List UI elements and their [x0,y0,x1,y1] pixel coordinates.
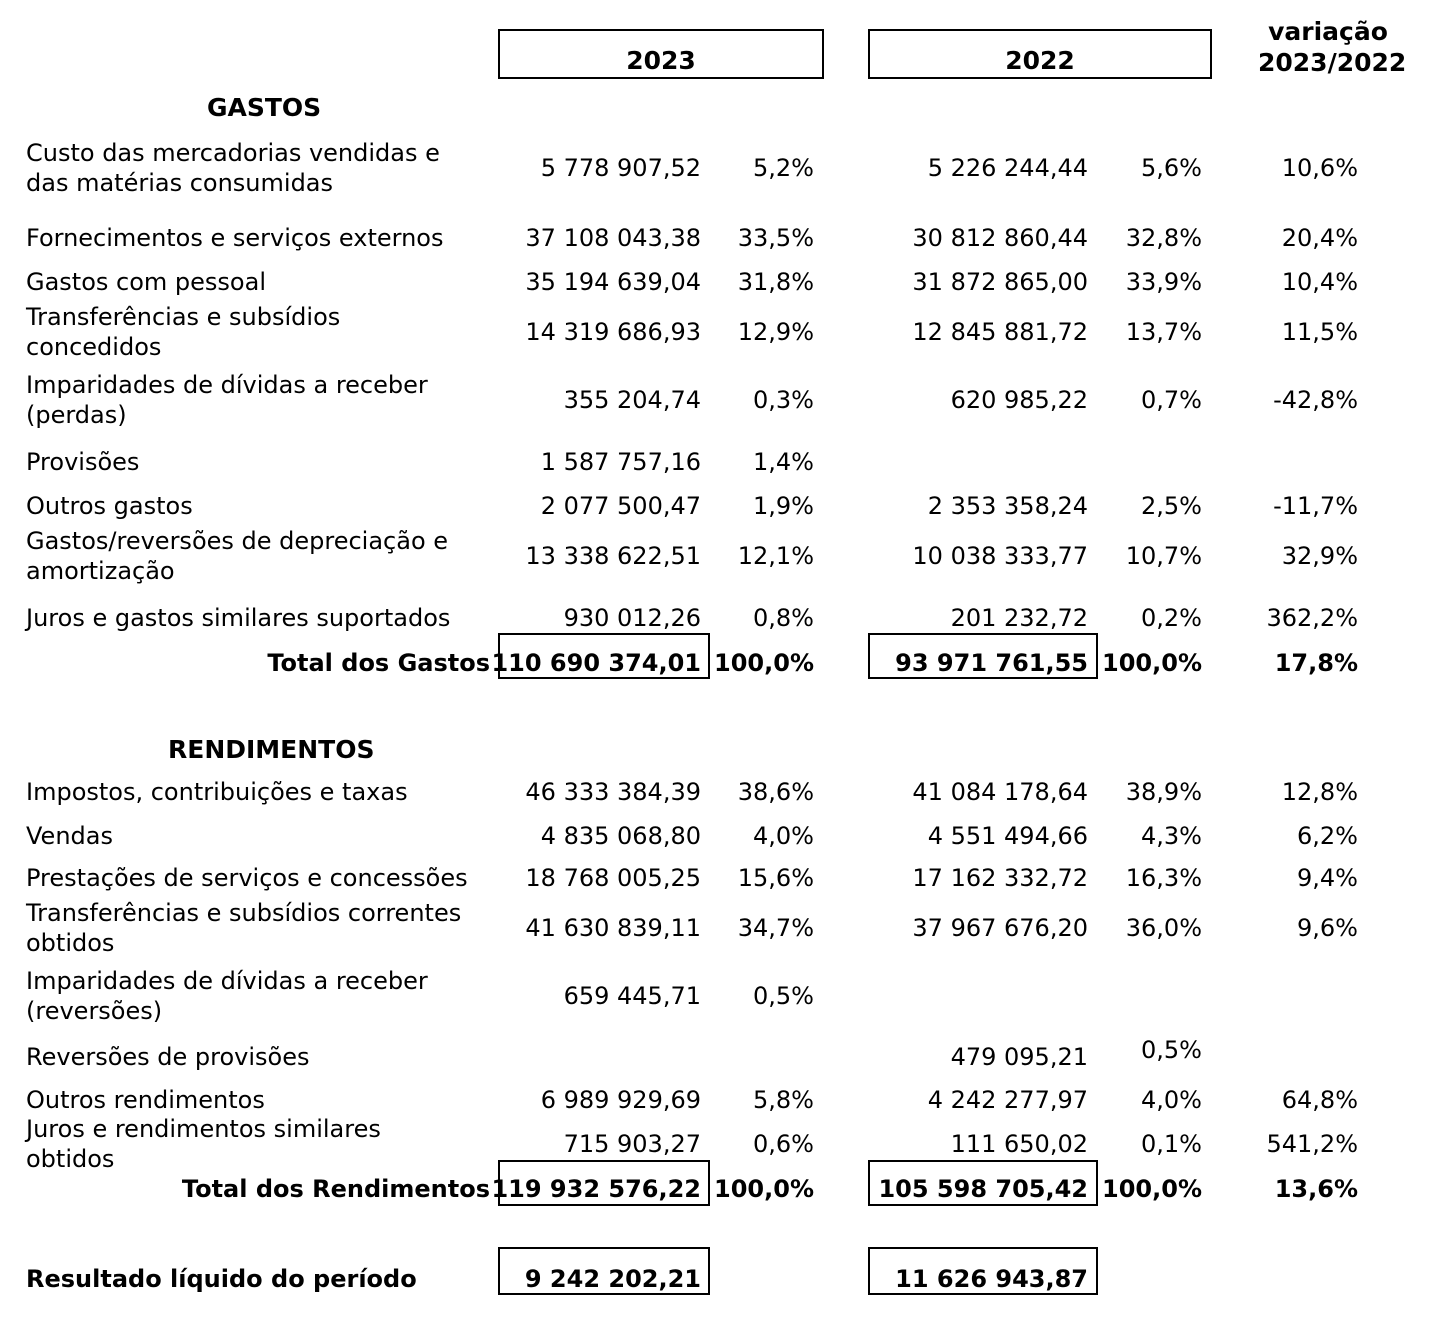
percent-2023: 4,0% [753,822,814,850]
value-2022: 4 242 277,97 [927,1086,1088,1114]
percent-2023: 5,2% [753,154,814,182]
row-label: Impostos, contribuições e taxas [26,778,408,806]
percent-2022: 0,7% [1141,386,1202,414]
header-variation-line1: variação [1268,17,1388,46]
section-title-rendimentos: RENDIMENTOS [168,735,375,764]
value-2023: 35 194 639,04 [525,268,701,296]
table-row [0,303,1440,361]
total-gastos-label: Total dos Gastos [267,649,490,677]
header-year-2022-label: 2022 [1005,46,1075,75]
total-gastos-2023: 110 690 374,01 [491,649,701,677]
percent-2023: 1,4% [753,448,814,476]
resultado-row [0,1265,1440,1293]
row-label: Outros rendimentos [26,1086,265,1114]
percent-2022: 2,5% [1141,492,1202,520]
row-label: Gastos com pessoal [26,268,266,296]
table-row [0,864,1440,892]
variation: 20,4% [1281,224,1358,252]
percent-2023: 12,1% [737,542,814,570]
percent-2022: 0,5% [1141,1036,1202,1064]
value-2022: 10 038 333,77 [912,542,1088,570]
header-year-2023-label: 2023 [626,46,696,75]
value-2022: 479 095,21 [950,1043,1088,1071]
table-row [0,268,1440,296]
value-2022: 5 226 244,44 [927,154,1088,182]
table-row [0,967,1440,1025]
variation: 362,2% [1266,604,1358,632]
percent-2022: 38,9% [1125,778,1202,806]
variation: 10,6% [1281,154,1358,182]
percent-2022: 33,9% [1125,268,1202,296]
percent-2023: 5,8% [753,1086,814,1114]
header-year-2022 [868,29,1212,79]
row-label: Reversões de provisões [26,1043,310,1071]
table-row [0,1036,1440,1071]
variation: 12,8% [1281,778,1358,806]
total-rendimentos-percent-2022: 100,0% [1102,1175,1202,1203]
percent-2023: 0,5% [753,982,814,1010]
total-gastos-percent-2023: 100,0% [714,649,814,677]
header-year-2023 [498,29,824,79]
percent-2023: 31,8% [737,268,814,296]
percent-2022: 4,3% [1141,822,1202,850]
percent-2023: 12,9% [737,318,814,346]
row-label: Gastos/reversões de depreciação e amortização [26,527,449,585]
value-2023: 46 333 384,39 [525,778,701,806]
total-rendimentos-2022: 105 598 705,42 [878,1175,1088,1203]
value-2022: 31 872 865,00 [912,268,1088,296]
resultado-2022: 11 626 943,87 [895,1265,1088,1293]
value-2022: 17 162 332,72 [912,864,1088,892]
value-2023: 13 338 622,51 [525,542,701,570]
percent-2022: 5,6% [1141,154,1202,182]
row-label: Provisões [26,448,140,476]
percent-2023: 0,6% [753,1130,814,1158]
variation: -11,7% [1273,492,1358,520]
value-2023: 930 012,26 [563,604,701,632]
percent-2023: 1,9% [753,492,814,520]
row-label: Prestações de serviços e concessões [26,864,468,892]
percent-2023: 15,6% [737,864,814,892]
total-gastos-row [0,649,1440,677]
table-row [0,604,1440,632]
resultado-2023: 9 242 202,21 [524,1265,701,1293]
table-row [0,371,1440,429]
value-2023: 41 630 839,11 [525,914,701,942]
row-label: Juros e gastos similares suportados [26,604,451,632]
table-row [0,224,1440,252]
value-2023: 6 989 929,69 [540,1086,701,1114]
row-label: Transferências e subsídios correntes obtidos [26,899,462,957]
percent-2022: 10,7% [1125,542,1202,570]
table-row [0,1115,1440,1173]
value-2023: 37 108 043,38 [525,224,701,252]
variation: 32,9% [1281,542,1358,570]
total-rendimentos-percent-2023: 100,0% [714,1175,814,1203]
percent-2022: 0,2% [1141,604,1202,632]
value-2023: 355 204,74 [563,386,701,414]
value-2023: 2 077 500,47 [540,492,701,520]
value-2023: 1 587 757,16 [540,448,701,476]
variation: 9,4% [1297,864,1358,892]
variation: 9,6% [1297,914,1358,942]
total-rendimentos-row [0,1175,1440,1203]
variation: 541,2% [1266,1130,1358,1158]
table-row [0,822,1440,850]
percent-2022: 13,7% [1125,318,1202,346]
value-2022: 30 812 860,44 [912,224,1088,252]
table-row [0,1086,1440,1114]
value-2022: 41 084 178,64 [912,778,1088,806]
percent-2023: 33,5% [737,224,814,252]
variation: 11,5% [1281,318,1358,346]
value-2022: 2 353 358,24 [927,492,1088,520]
percent-2022: 32,8% [1125,224,1202,252]
row-label: Imparidades de dívidas a receber (reversões) [26,967,428,1025]
value-2022: 4 551 494,66 [927,822,1088,850]
total-rendimentos-2023: 119 932 576,22 [491,1175,701,1203]
percent-2022: 16,3% [1125,864,1202,892]
total-rendimentos-variation: 13,6% [1274,1175,1358,1203]
section-title-gastos: GASTOS [207,93,322,122]
percent-2023: 34,7% [737,914,814,942]
row-label: Transferências e subsídios concedidos [26,303,341,361]
table-row [0,139,1440,197]
row-label: Juros e rendimentos similares obtidos [26,1115,381,1173]
row-label: Custo das mercadorias vendidas e das matérias consumidas [26,139,440,197]
value-2022: 37 967 676,20 [912,914,1088,942]
table-row [0,448,1440,476]
percent-2023: 38,6% [737,778,814,806]
percent-2023: 0,3% [753,386,814,414]
header-variation [1258,16,1407,78]
percent-2022: 4,0% [1141,1086,1202,1114]
value-2023: 5 778 907,52 [540,154,701,182]
value-2023: 18 768 005,25 [525,864,701,892]
header-variation-line2: 2023/2022 [1258,48,1407,77]
value-2023: 14 319 686,93 [525,318,701,346]
row-label: Fornecimentos e serviços externos [26,224,444,252]
table-row [0,778,1440,806]
percent-2022: 36,0% [1125,914,1202,942]
table-row [0,492,1440,520]
value-2022: 12 845 881,72 [912,318,1088,346]
value-2023: 659 445,71 [563,982,701,1010]
total-gastos-variation: 17,8% [1274,649,1358,677]
value-2023: 4 835 068,80 [540,822,701,850]
row-label: Vendas [26,822,113,850]
percent-2022: 0,1% [1141,1130,1202,1158]
value-2023: 715 903,27 [563,1130,701,1158]
variation: -42,8% [1273,386,1358,414]
value-2022: 111 650,02 [950,1130,1088,1158]
total-gastos-2022: 93 971 761,55 [895,649,1088,677]
percent-2023: 0,8% [753,604,814,632]
resultado-label: Resultado líquido do período [26,1265,417,1293]
table-row [0,527,1440,585]
value-2022: 620 985,22 [950,386,1088,414]
total-rendimentos-label: Total dos Rendimentos [181,1175,490,1203]
row-label: Outros gastos [26,492,193,520]
row-label: Imparidades de dívidas a receber (perdas) [26,371,428,429]
total-gastos-percent-2022: 100,0% [1102,649,1202,677]
variation: 64,8% [1281,1086,1358,1114]
value-2022: 201 232,72 [950,604,1088,632]
variation: 10,4% [1281,268,1358,296]
variation: 6,2% [1297,822,1358,850]
table-row [0,899,1440,957]
